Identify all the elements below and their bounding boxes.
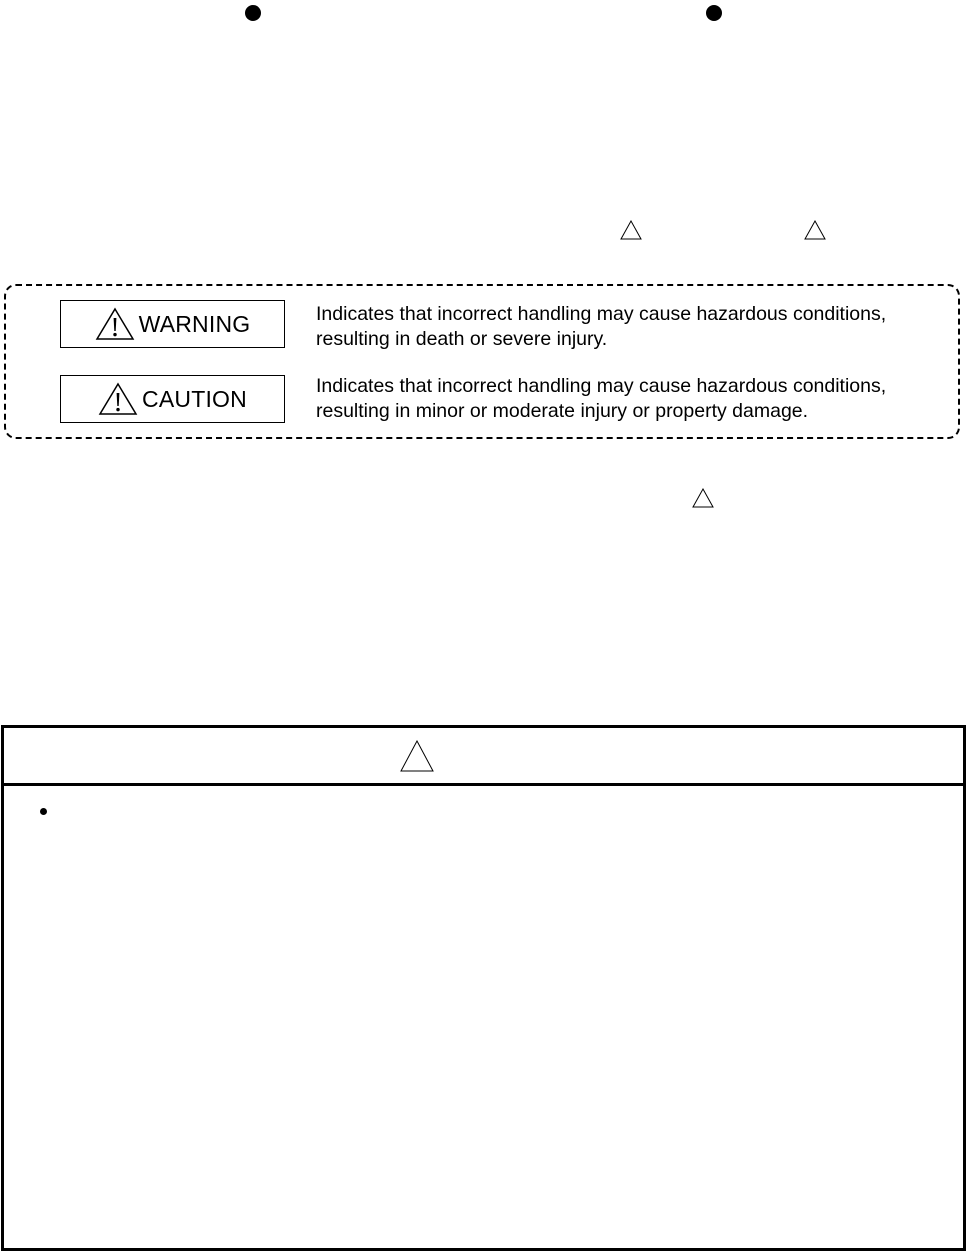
warning-description: [316, 302, 946, 352]
warning-description-line: resulting in death or severe injury.: [316, 328, 608, 350]
bullet-icon: [40, 808, 47, 815]
warning-description-line: Indicates that incorrect handling may cause hazardous conditions,: [316, 303, 887, 325]
bullet-circle-icon: [245, 5, 261, 21]
warning-label-text: WARNING: [138, 310, 251, 337]
precautions-table-header: [4, 728, 963, 786]
exclamation-triangle-icon: [95, 307, 135, 341]
bullet-circle-icon: [706, 5, 722, 21]
caution-label: [60, 375, 285, 423]
triangle-icon: [692, 488, 714, 508]
caution-label-text: CAUTION: [142, 385, 247, 412]
warning-label: [60, 300, 285, 348]
caution-description: [316, 374, 946, 424]
triangle-icon: [400, 740, 434, 772]
triangle-icon: [620, 220, 642, 240]
triangle-icon: [804, 220, 826, 240]
precautions-table: [1, 725, 966, 1251]
exclamation-triangle-icon: [98, 382, 138, 416]
caution-description-line: resulting in minor or moderate injury or property damage.: [316, 400, 809, 422]
caution-description-line: Indicates that incorrect handling may cause hazardous conditions,: [316, 375, 887, 397]
